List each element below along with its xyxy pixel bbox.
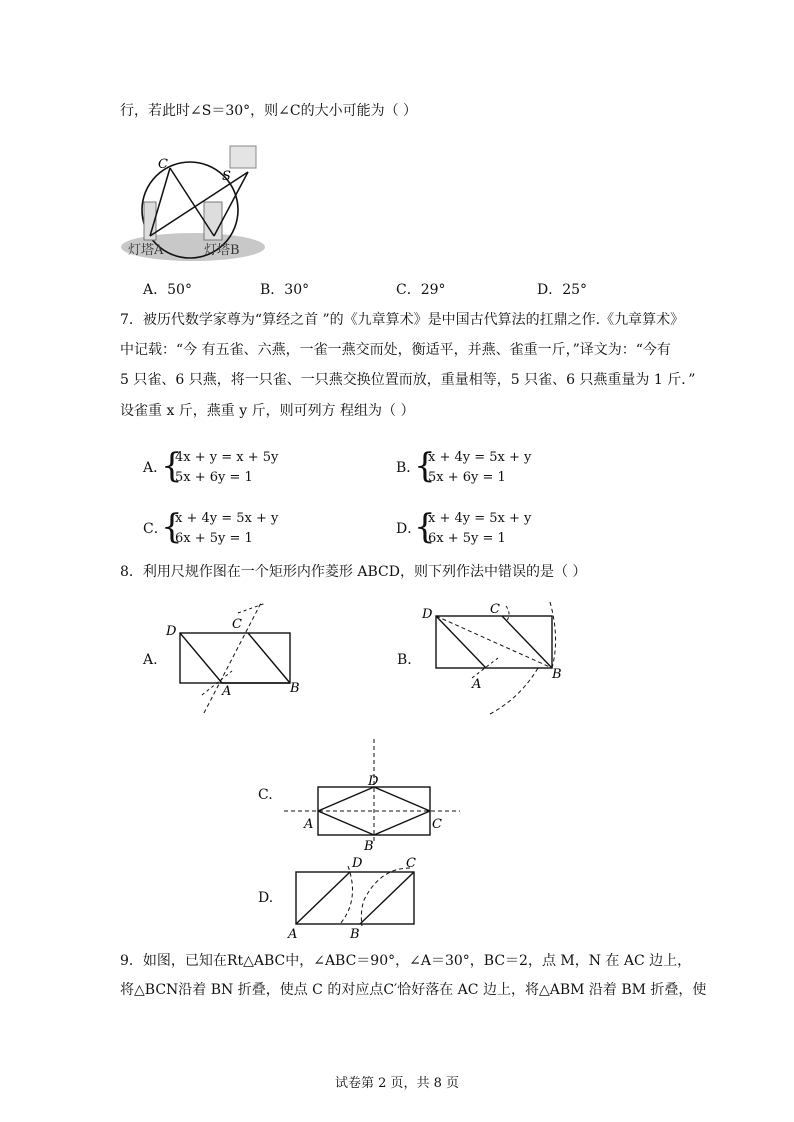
svg-text:B: B xyxy=(552,667,562,682)
svg-text:D: D xyxy=(352,856,363,871)
svg-text:A: A xyxy=(304,817,314,832)
label-c: C xyxy=(158,157,168,172)
brace-icon: { xyxy=(161,446,183,486)
q6-figure xyxy=(118,140,268,266)
q7-line-1: 7．被历代数学家尊为“算经之首 ”的《九章算术》是中国古代算法的扛鼎之作.《九章算术》 xyxy=(120,312,685,328)
q7-option-d[interactable]: D． { x + 4y = 5x + y 6x + 5y = 1 xyxy=(396,507,532,547)
label-lighthouse-b: 灯塔B xyxy=(204,243,240,258)
q8-stem: 8．利用尺规作图在一个矩形内作菱形 ABCD，则下列作法中错误的是（ ） xyxy=(120,564,587,580)
svg-text:D: D xyxy=(368,774,379,789)
svg-text:C: C xyxy=(232,617,242,632)
q7-option-c[interactable]: C． { x + 4y = 5x + y 6x + 5y = 1 xyxy=(143,507,279,547)
brace-icon: { xyxy=(414,446,436,486)
q7-line-4: 设雀重 x 斤，燕重 y 斤，则可列方 程组为（ ） xyxy=(120,403,415,419)
svg-text:D: D xyxy=(422,607,433,622)
label-s: S xyxy=(222,169,231,184)
svg-text:A: A xyxy=(288,927,298,942)
svg-text:C: C xyxy=(432,817,442,832)
q8-option-a-letter[interactable]: A. xyxy=(143,652,158,668)
q9-line-1: 9．如图，已知在Rt△ABC中，∠ABC＝90°，∠A＝30°，BC＝2，点 M，N 在 AC 边上， xyxy=(120,953,692,969)
q8-option-c-letter[interactable]: C. xyxy=(258,787,273,803)
q6-option-c[interactable]: C．29° xyxy=(396,282,446,298)
ship-icon xyxy=(230,146,256,168)
q6-option-b[interactable]: B．30° xyxy=(260,282,310,298)
page-footer: 试卷第 2 页，共 8 页 xyxy=(334,1076,460,1091)
brace-icon: { xyxy=(161,507,183,547)
q8-figure-b xyxy=(420,598,580,723)
q6-option-a[interactable]: A．50° xyxy=(143,282,192,298)
label-lighthouse-a: 灯塔A xyxy=(128,243,164,258)
q6-stem: 行，若此时∠S＝30°，则∠C的大小可能为（ ） xyxy=(120,103,418,119)
line-sa xyxy=(150,172,248,236)
q7-line-2: 中记载：“今 有五雀、六燕，一雀一燕交而处，衡适平，并燕、雀重一斤，”译文为：“今有 xyxy=(120,342,671,358)
svg-text:B: B xyxy=(290,681,300,696)
svg-text:C: C xyxy=(490,602,500,617)
svg-text:A: A xyxy=(472,677,482,692)
svg-text:D: D xyxy=(166,624,177,639)
q7-option-a[interactable]: A． { 4x + y = x + 5y 5x + 6y = 1 xyxy=(143,446,279,486)
q8-figure-c xyxy=(280,737,470,852)
svg-text:A: A xyxy=(222,684,232,699)
q8-figure-a xyxy=(162,595,322,720)
q7-option-b[interactable]: B． { x + 4y = 5x + y 5x + 6y = 1 xyxy=(396,446,532,486)
svg-text:B: B xyxy=(364,839,374,854)
q6-option-d[interactable]: D．25° xyxy=(537,282,588,298)
q8-option-d-letter[interactable]: D. xyxy=(258,890,274,906)
q8-figure-d xyxy=(280,852,440,942)
q7-line-3: 5 只雀、6 只燕，将一只雀、一只燕交换位置而放，重量相等，5 只雀、6 只燕重量为 1 斤．” xyxy=(120,372,696,388)
q9-line-2: 将△BCN沿着 BN 折叠，使点 C 的对应点C′恰好落在 AC 边上，将△ABM 沿着 BM 折叠，使 xyxy=(120,982,707,998)
q8-option-b-letter[interactable]: B. xyxy=(397,652,412,668)
svg-text:B: B xyxy=(350,927,360,942)
svg-text:C: C xyxy=(406,856,416,871)
brace-icon: { xyxy=(414,507,436,547)
